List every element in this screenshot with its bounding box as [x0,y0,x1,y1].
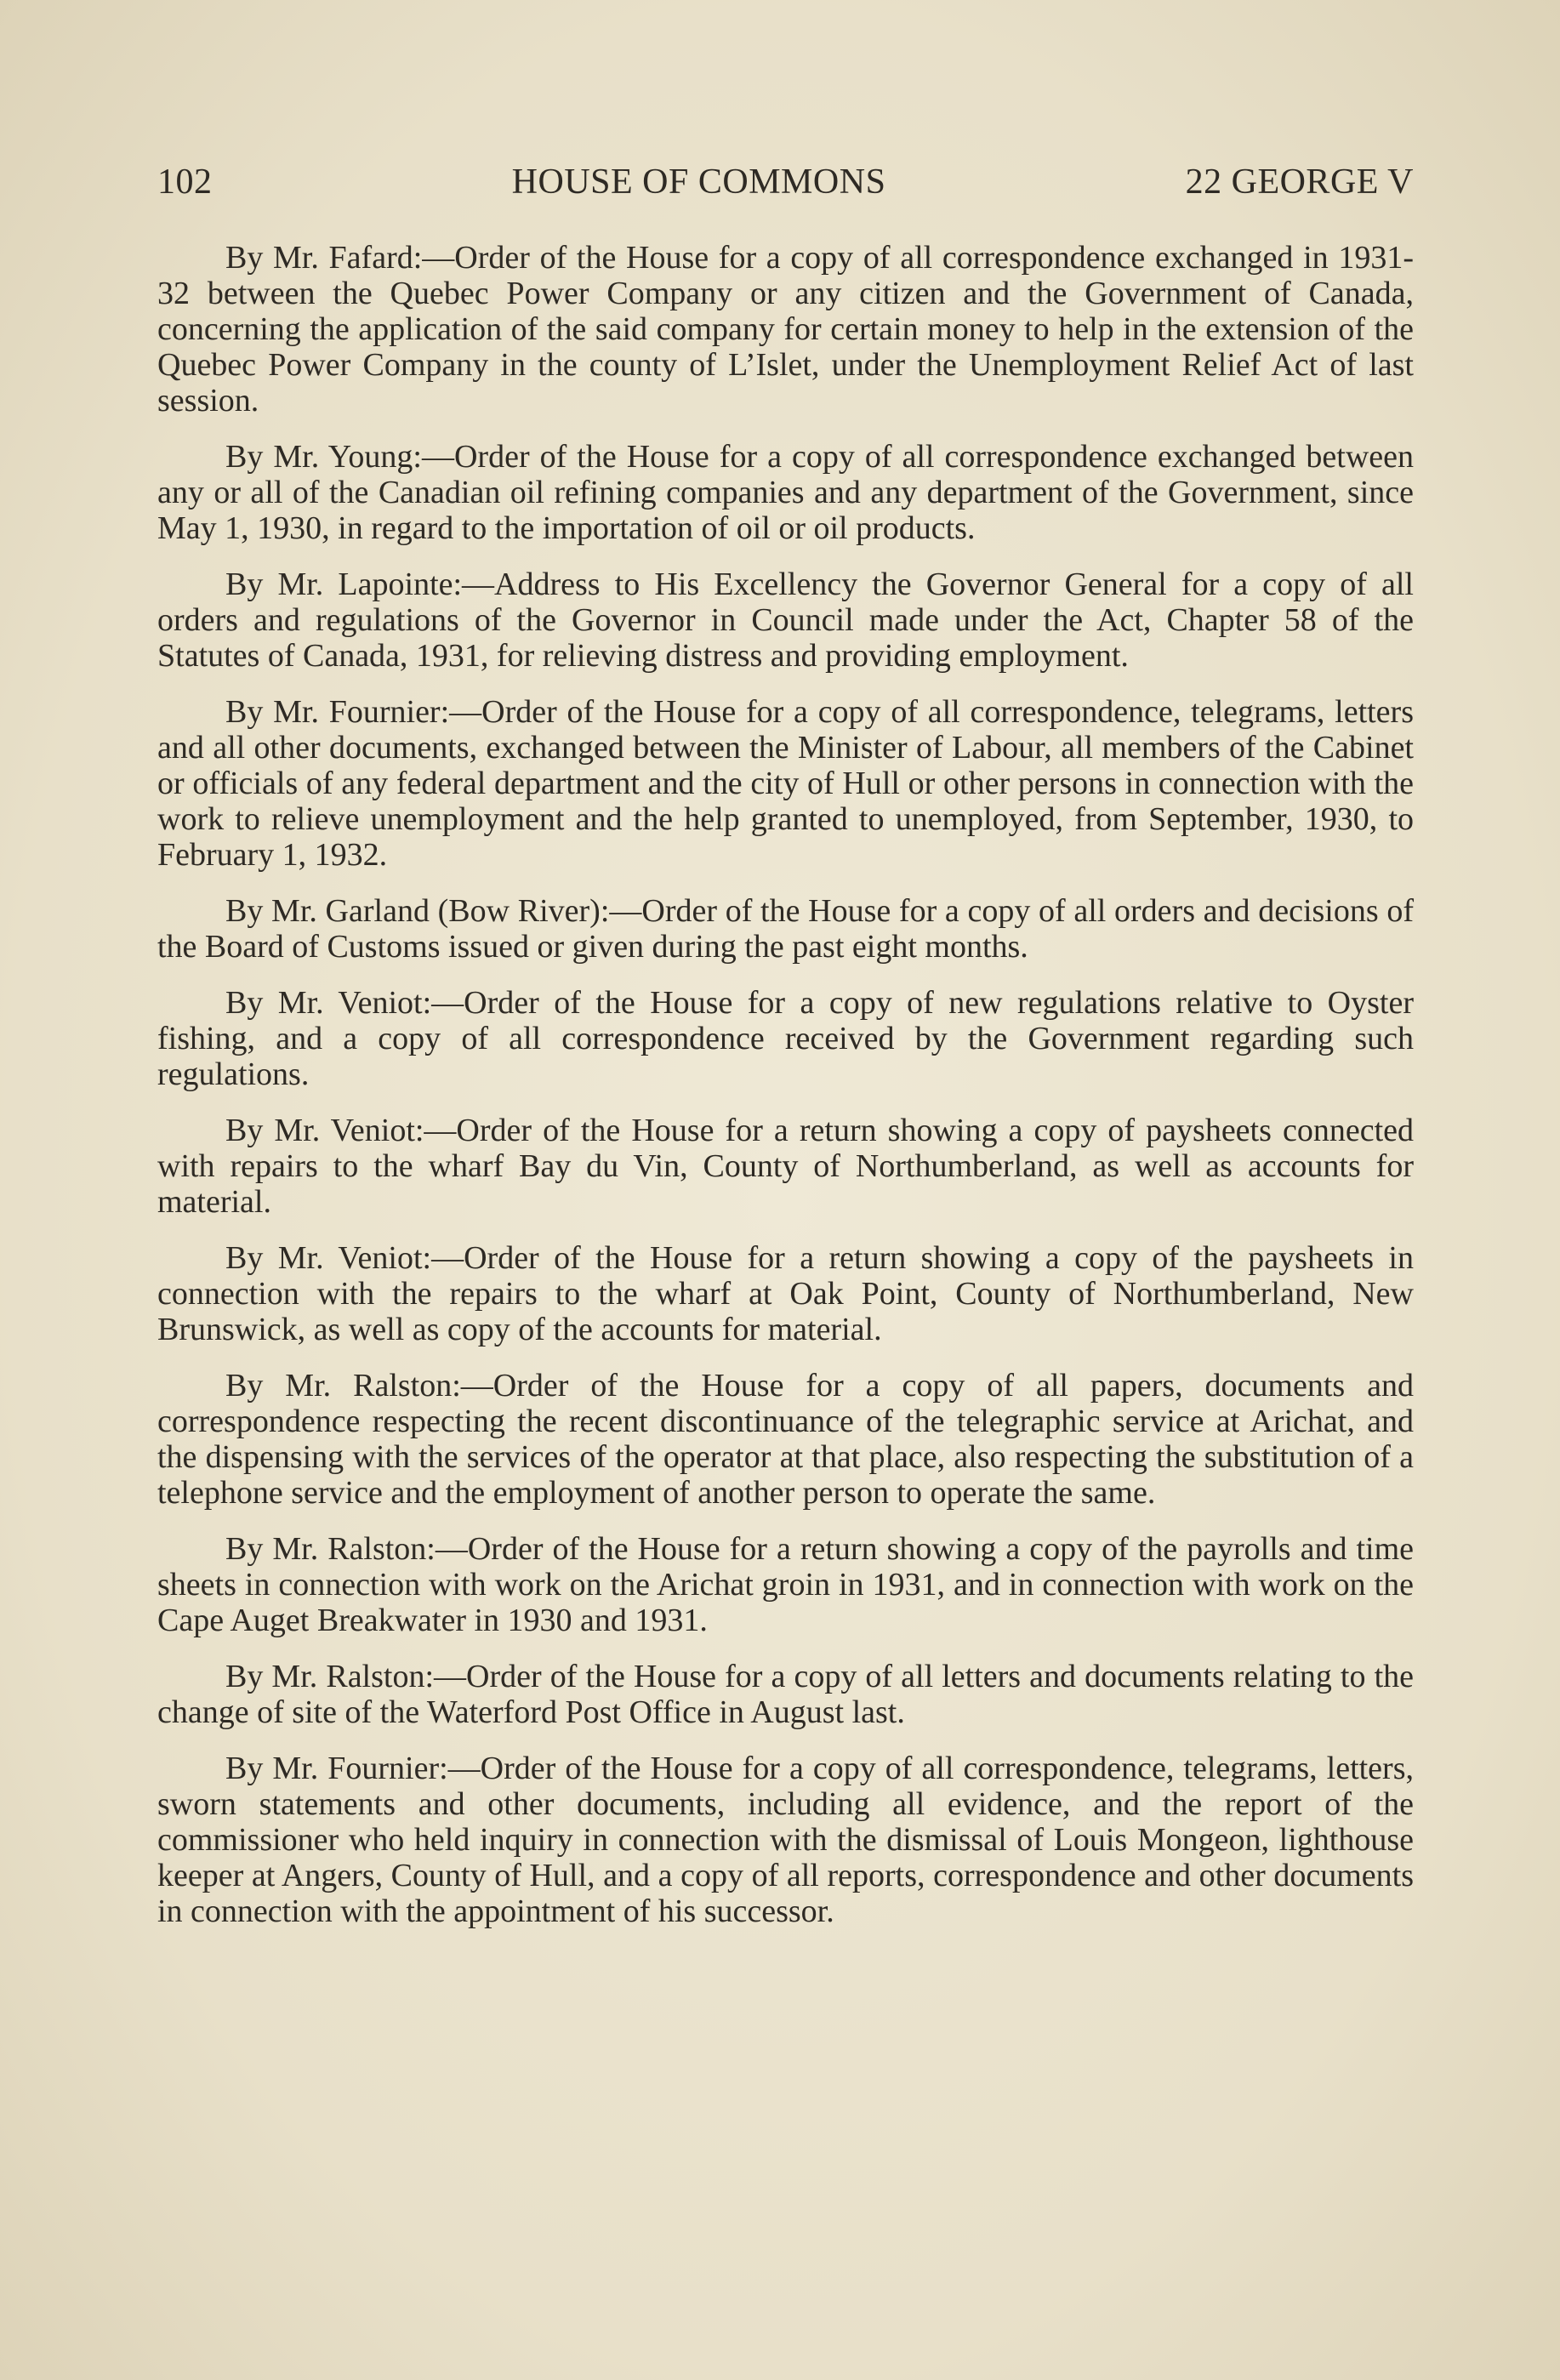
order-entry: By Mr. Veniot:—Order of the House for a return showing a copy of paysheets connected with repairs to the wharf Bay du Vin, County of Northumberland, as well as accounts for material. [157,1113,1414,1220]
order-entry: By Mr. Veniot:—Order of the House for a return showing a copy of the paysheets in connection with the repairs to the wharf at Oak Point, County of Northumberland, New Brunswick, as well as copy of the accounts for material. [157,1240,1414,1347]
order-entry: By Mr. Ralston:—Order of the House for a copy of all letters and documents relating to the change of site of the Waterford Post Office in August last. [157,1659,1414,1730]
order-entry: By Mr. Lapointe:—Address to His Excellency the Governor General for a copy of all orders and regulations of the Governor in Council made under the Act, Chapter 58 of the Statutes of Canada, 1931, for relieving distress and providing employment. [157,567,1414,674]
page-title: HOUSE OF COMMONS [511,162,886,202]
order-entry: By Mr. Garland (Bow River):—Order of the House for a copy of all orders and decisions of the Board of Customs issued or given during the past eight months. [157,893,1414,965]
session-label: 22 GEORGE V [1185,162,1414,202]
page-number: 102 [157,162,213,202]
order-entry: By Mr. Ralston:—Order of the House for a copy of all papers, documents and correspondence respecting the recent discontinuance of the telegraphic service at Arichat, and the dispensing with the services of the operator at that place, also respecting the substitution of a telephone service and the employment of another person to operate the same. [157,1368,1414,1511]
running-header [157,162,1414,202]
order-entry: By Mr. Fournier:—Order of the House for a copy of all correspondence, telegrams, letters, sworn statements and other documents, including all evidence, and the report of the commissioner who held inquiry in connection with the dismissal of Louis Mongeon, lighthouse keeper at Angers, County of Hull, and a copy of all reports, correspondence and other documents in connection with the appointment of his successor. [157,1751,1414,1929]
order-entry: By Mr. Young:—Order of the House for a copy of all correspondence exchanged between any or all of the Canadian oil refining companies and any department of the Government, since May 1, 1930, in regard to the importation of oil or oil products. [157,439,1414,546]
order-entry: By Mr. Fournier:—Order of the House for a copy of all correspondence, telegrams, letters and all other documents, exchanged between the Minister of Labour, all members of the Cabinet or officials of any federal department and the city of Hull or other persons in connection with the work to relieve unemployment and the help granted to unemployed, from September, 1930, to February 1, 1932. [157,694,1414,873]
order-entry: By Mr. Ralston:—Order of the House for a return showing a copy of the payrolls and time sheets in connection with work on the Arichat groin in 1931, and in connection with work on the Cape Auget Breakwater in 1930 and 1931. [157,1531,1414,1638]
order-entry: By Mr. Veniot:—Order of the House for a copy of new regulations relative to Oyster fishing, and a copy of all correspondence received by the Government regarding such regulations. [157,985,1414,1092]
order-list [157,240,1414,1929]
order-entry: By Mr. Fafard:—Order of the House for a copy of all correspondence exchanged in 1931-32 between the Quebec Power Company or any citizen and the Government of Canada, concerning the application of the said company for certain money to help in the extension of the Quebec Power Company in the county of L’Islet, under the Unemployment Relief Act of last session. [157,240,1414,418]
